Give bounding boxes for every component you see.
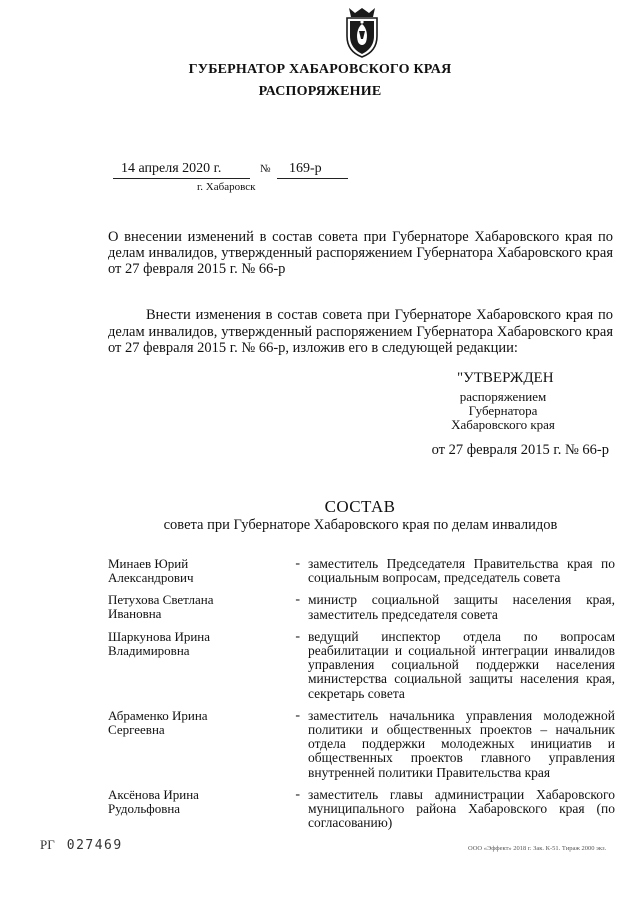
member-dash: - [295, 592, 300, 608]
member-name: Петухова Светлана Ивановна [108, 592, 214, 622]
member-dash: - [295, 628, 300, 644]
member-role: заместитель главы администрации Хабаровского муниципального района Хабаровского края (по согласованию) [308, 786, 615, 831]
serial-number: 027469 [66, 838, 123, 853]
issue-city: г. Хабаровск [197, 181, 256, 193]
member-dash: - [295, 707, 300, 723]
printer-note: ООО «Эффект» 2018 г. Зак. К-51. Тираж 2000 экз. [468, 845, 607, 852]
coat-of-arms-icon [337, 6, 387, 58]
member-role: министр социальной защиты населения края, заместитель председателя совета [308, 592, 615, 622]
document-type: РАСПОРЯЖЕНИЕ [258, 84, 382, 99]
member-name: Абраменко Ирина Сергеевна [108, 707, 208, 737]
member-row [108, 593, 615, 621]
body-paragraph: Внести изменения в состав совета при Губернаторе Хабаровского края по делам инвалидов, утвержденный распоряжением Губернатора Хабаровского края от 27 февраля 2015 г. № 66-р, изложив его в следующей редакции: [108, 307, 613, 356]
form-serial [40, 837, 123, 853]
member-role: заместитель Председателя Правительства края по социальным вопросам, председатель совета [308, 556, 615, 586]
member-name: Шаркунова Ирина Владимировна [108, 628, 211, 658]
member-role: ведущий инспектор отдела по вопросам реабилитации и социальной интеграции инвалидов управления социальной поддержки населения министерства социальной защиты населения края, секретарь совета [308, 628, 615, 701]
approval-line-4: Хабаровского края [451, 417, 555, 432]
date-underline [113, 178, 250, 179]
approval-line-2: распоряжением [459, 389, 547, 404]
member-name: Аксёнова Ирина Рудольфовна [108, 786, 199, 816]
issue-number: 169-р [289, 161, 322, 176]
member-row [108, 557, 615, 585]
composition-heading: СОСТАВ [324, 497, 396, 516]
approval-date: от 27 февраля 2015 г. № 66-р [431, 442, 609, 458]
approval-heading: "УТВЕРЖДЕН [457, 370, 554, 386]
issue-date: 14 апреля 2020 г. [121, 161, 222, 176]
serial-prefix: РГ [40, 837, 55, 852]
member-row [108, 788, 615, 831]
authority-title: ГУБЕРНАТОР ХАБАРОВСКОГО КРАЯ [188, 62, 452, 77]
number-sign: № [260, 163, 271, 175]
member-dash: - [295, 556, 300, 571]
number-underline [277, 178, 348, 179]
members-list [108, 557, 615, 838]
approval-block [397, 371, 609, 457]
member-role: заместитель начальника управления молодежной политики и общественных проектов – начальник отдела поддержки молодежных инициатив и общественных проектов главного управления внутренней политики Правительства края [308, 707, 615, 780]
approval-line-3: Губернатора [468, 403, 538, 418]
composition-subheading: совета при Губернаторе Хабаровского края по делам инвалидов [163, 517, 558, 533]
member-row [108, 630, 615, 701]
document-subject: О внесении изменений в состав совета при Губернаторе Хабаровского края по делам инвалидов, утвержденный распоряжением Губернатора Хабаровского края от 27 февраля 2015 г. № 66-р [108, 229, 613, 277]
member-dash: - [295, 786, 300, 802]
member-name: Минаев Юрий Александрович [108, 556, 194, 585]
issue-date-line [113, 161, 348, 179]
member-row [108, 709, 615, 780]
